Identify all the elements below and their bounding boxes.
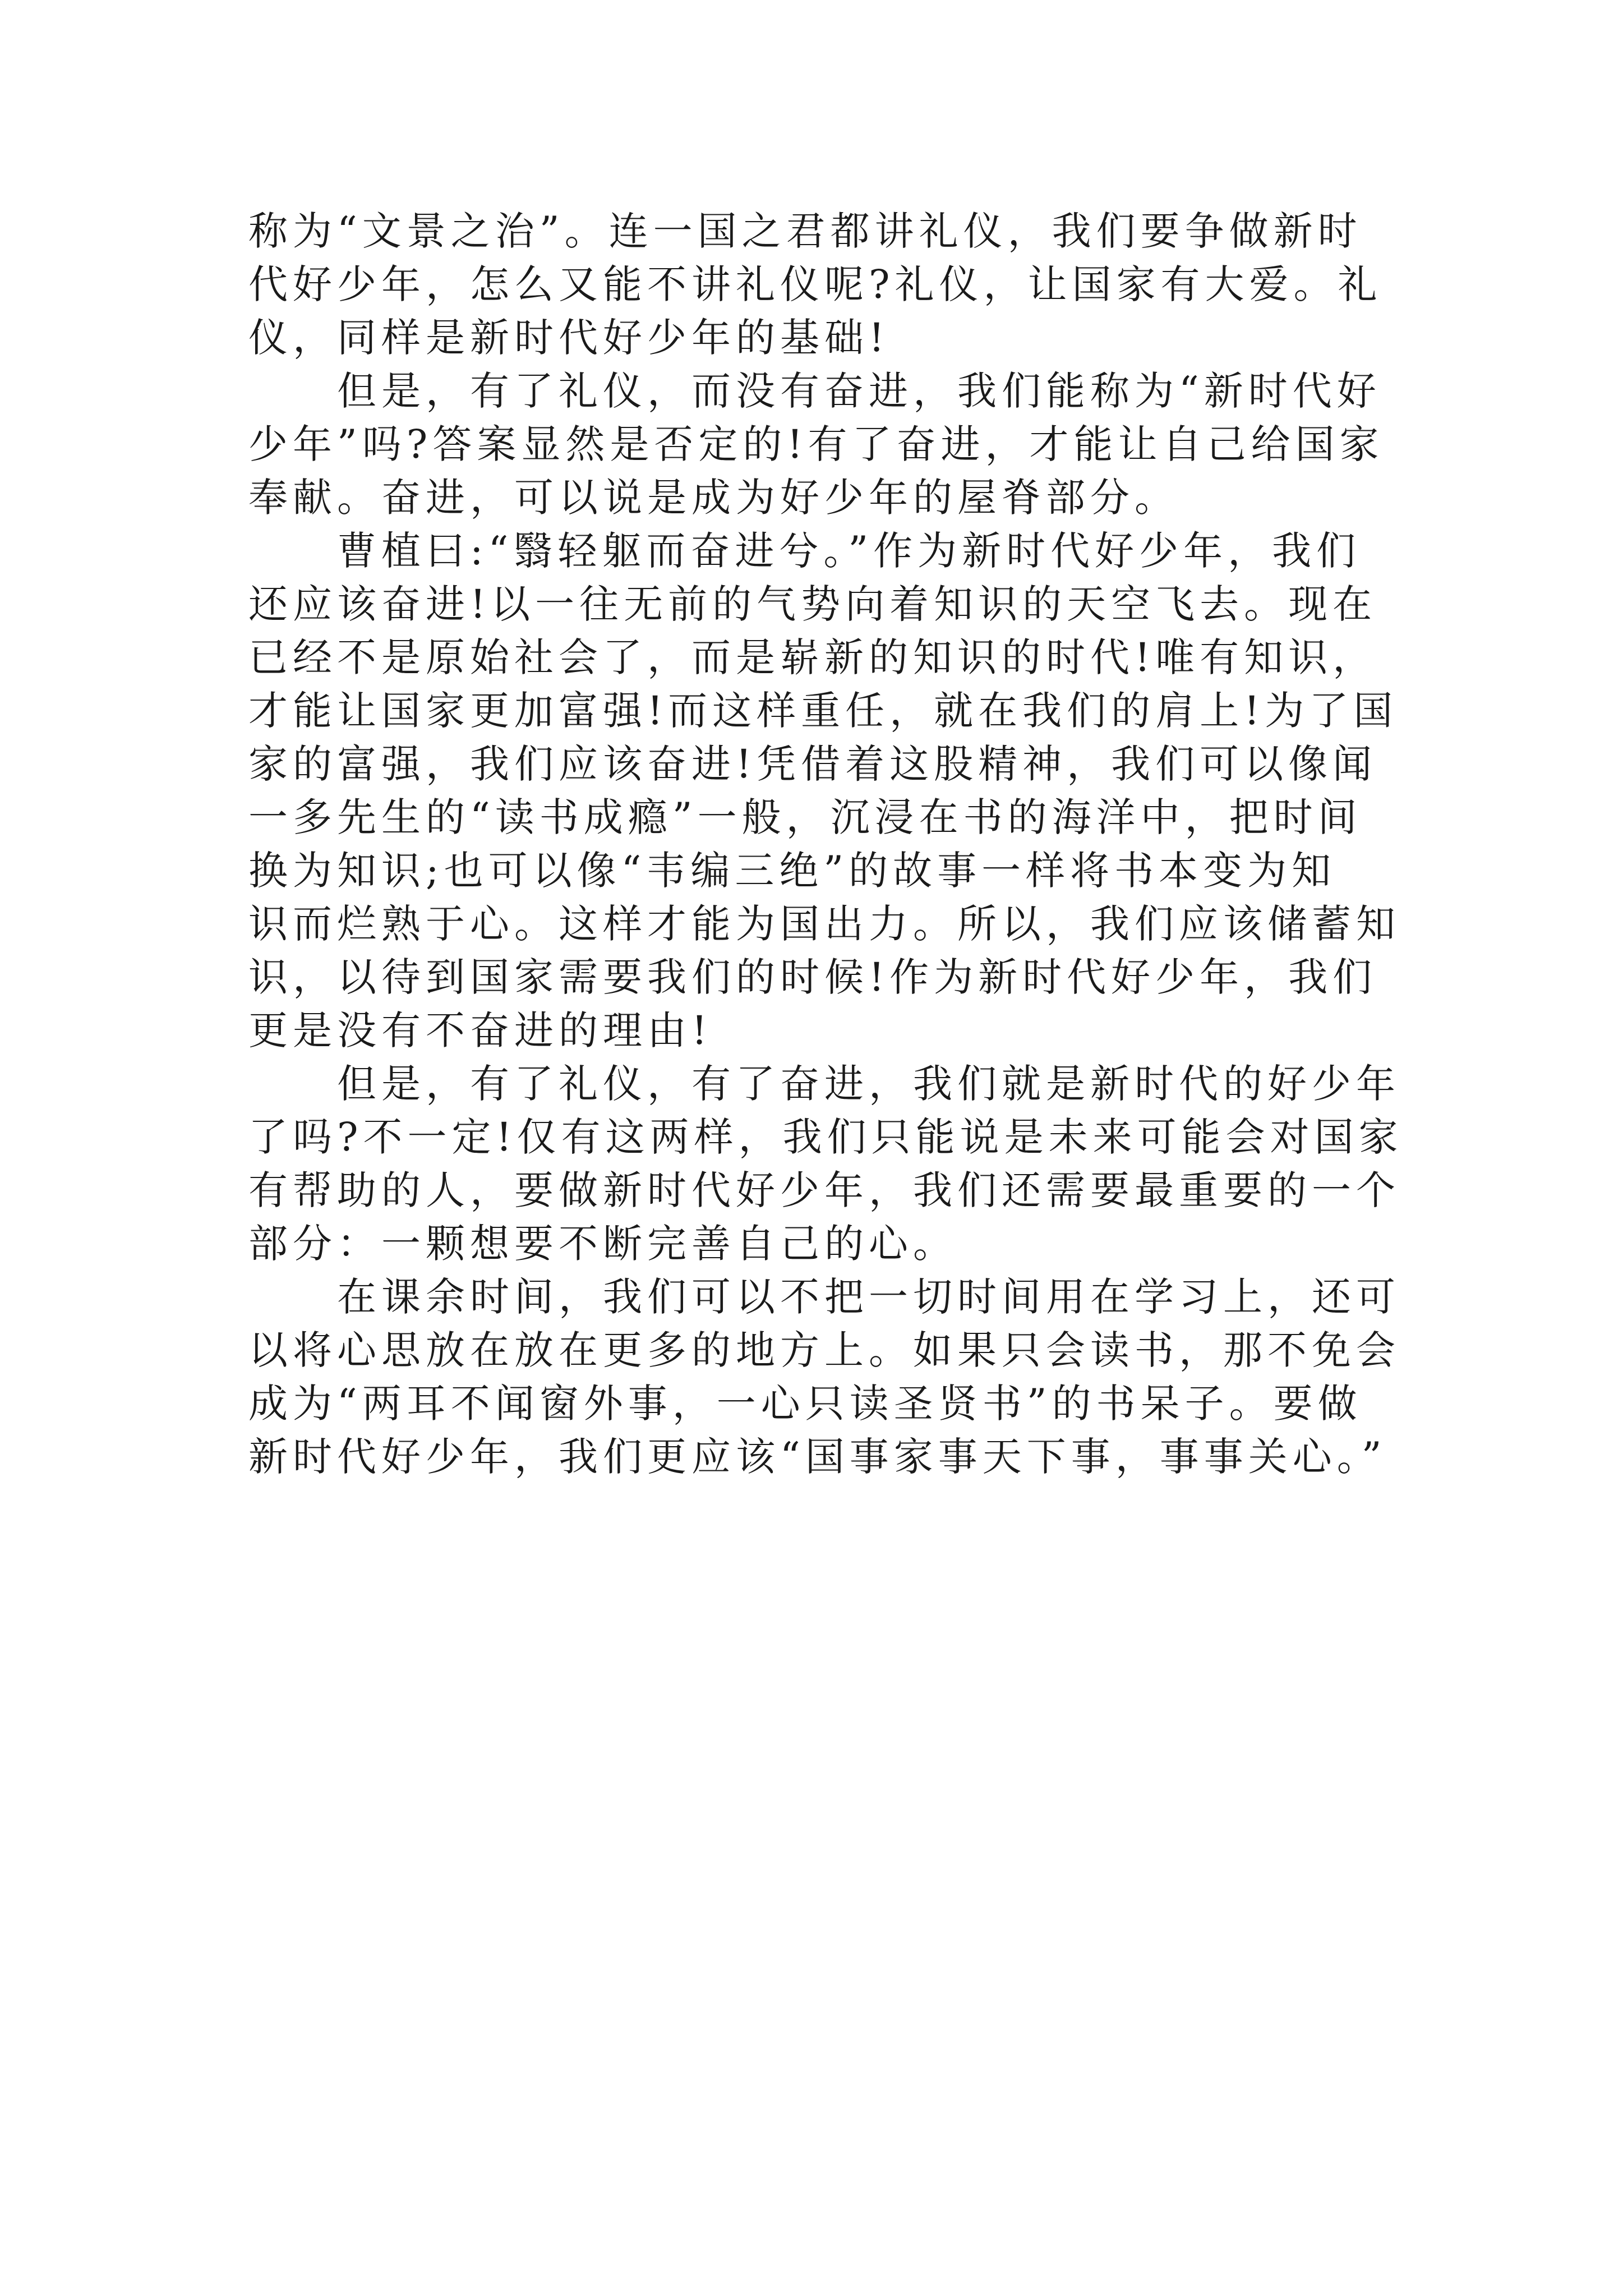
text-line: 称为“文景之治”。连一国之君都讲礼仪，我们要争做新时 (248, 208, 1362, 254)
text-line: 曹植曰:“翳轻躯而奋进兮。”作为新时代好少年，我们 (337, 528, 1361, 574)
text-line: 才能让国家更加富强!而这样重任，就在我们的肩上!为了国 (248, 688, 1398, 734)
text-line: 识而烂熟于心。这样才能为国出力。所以，我们应该储蓄知 (248, 901, 1400, 947)
text-line: 但是，有了礼仪，有了奋进，我们就是新时代的好少年 (337, 1061, 1400, 1107)
text-line: 在课余时间，我们可以不把一切时间用在学习上，还可 (337, 1274, 1400, 1320)
text-line: 成为“两耳不闻窗外事，一心只读圣贤书”的书呆子。要做 (248, 1381, 1362, 1427)
text-line: 已经不是原始社会了，而是崭新的知识的时代!唯有知识， (248, 634, 1377, 680)
text-line: 家的富强，我们应该奋进!凭借着这股精神，我们可以像闻 (248, 741, 1377, 787)
text-line: 了吗?不一定!仅有这两样，我们只能说是未来可能会对国家 (248, 1114, 1403, 1160)
text-line: 奉献。奋进，可以说是成为好少年的屋脊部分。 (248, 475, 1179, 521)
text-line: 还应该奋进!以一往无前的气势向着知识的天空飞去。现在 (248, 581, 1377, 627)
text-line: 仪，同样是新时代好少年的基础! (248, 315, 890, 361)
text-line: 以将心思放在放在更多的地方上。如果只会读书，那不免会 (248, 1327, 1400, 1373)
text-line: 换为知识;也可以像“韦编三绝”的故事一样将书本变为知 (248, 848, 1336, 894)
text-line: 但是，有了礼仪，而没有奋进，我们能称为“新时代好 (337, 368, 1381, 414)
text-line: 代好少年，怎么又能不讲礼仪呢?礼仪，让国家有大爱。礼 (248, 261, 1382, 307)
body-text (248, 205, 1403, 1484)
text-line: 更是没有不奋进的理由! (248, 1007, 713, 1053)
text-line: 少年”吗?答案显然是否定的!有了奋进，才能让自己给国家 (248, 421, 1384, 467)
text-line: 有帮助的人，要做新时代好少年，我们还需要最重要的一个 (248, 1167, 1400, 1213)
text-line: 部分：一颗想要不断完善自己的心。 (248, 1221, 957, 1267)
text-line: 新时代好少年，我们更应该“国事家事天下事，事事关心。” (248, 1434, 1387, 1480)
text-line: 一多先生的“读书成瘾”一般，沉浸在书的海洋中，把时间 (248, 794, 1362, 840)
text-line: 识，以待到国家需要我们的时候!作为新时代好少年，我们 (248, 954, 1377, 1000)
